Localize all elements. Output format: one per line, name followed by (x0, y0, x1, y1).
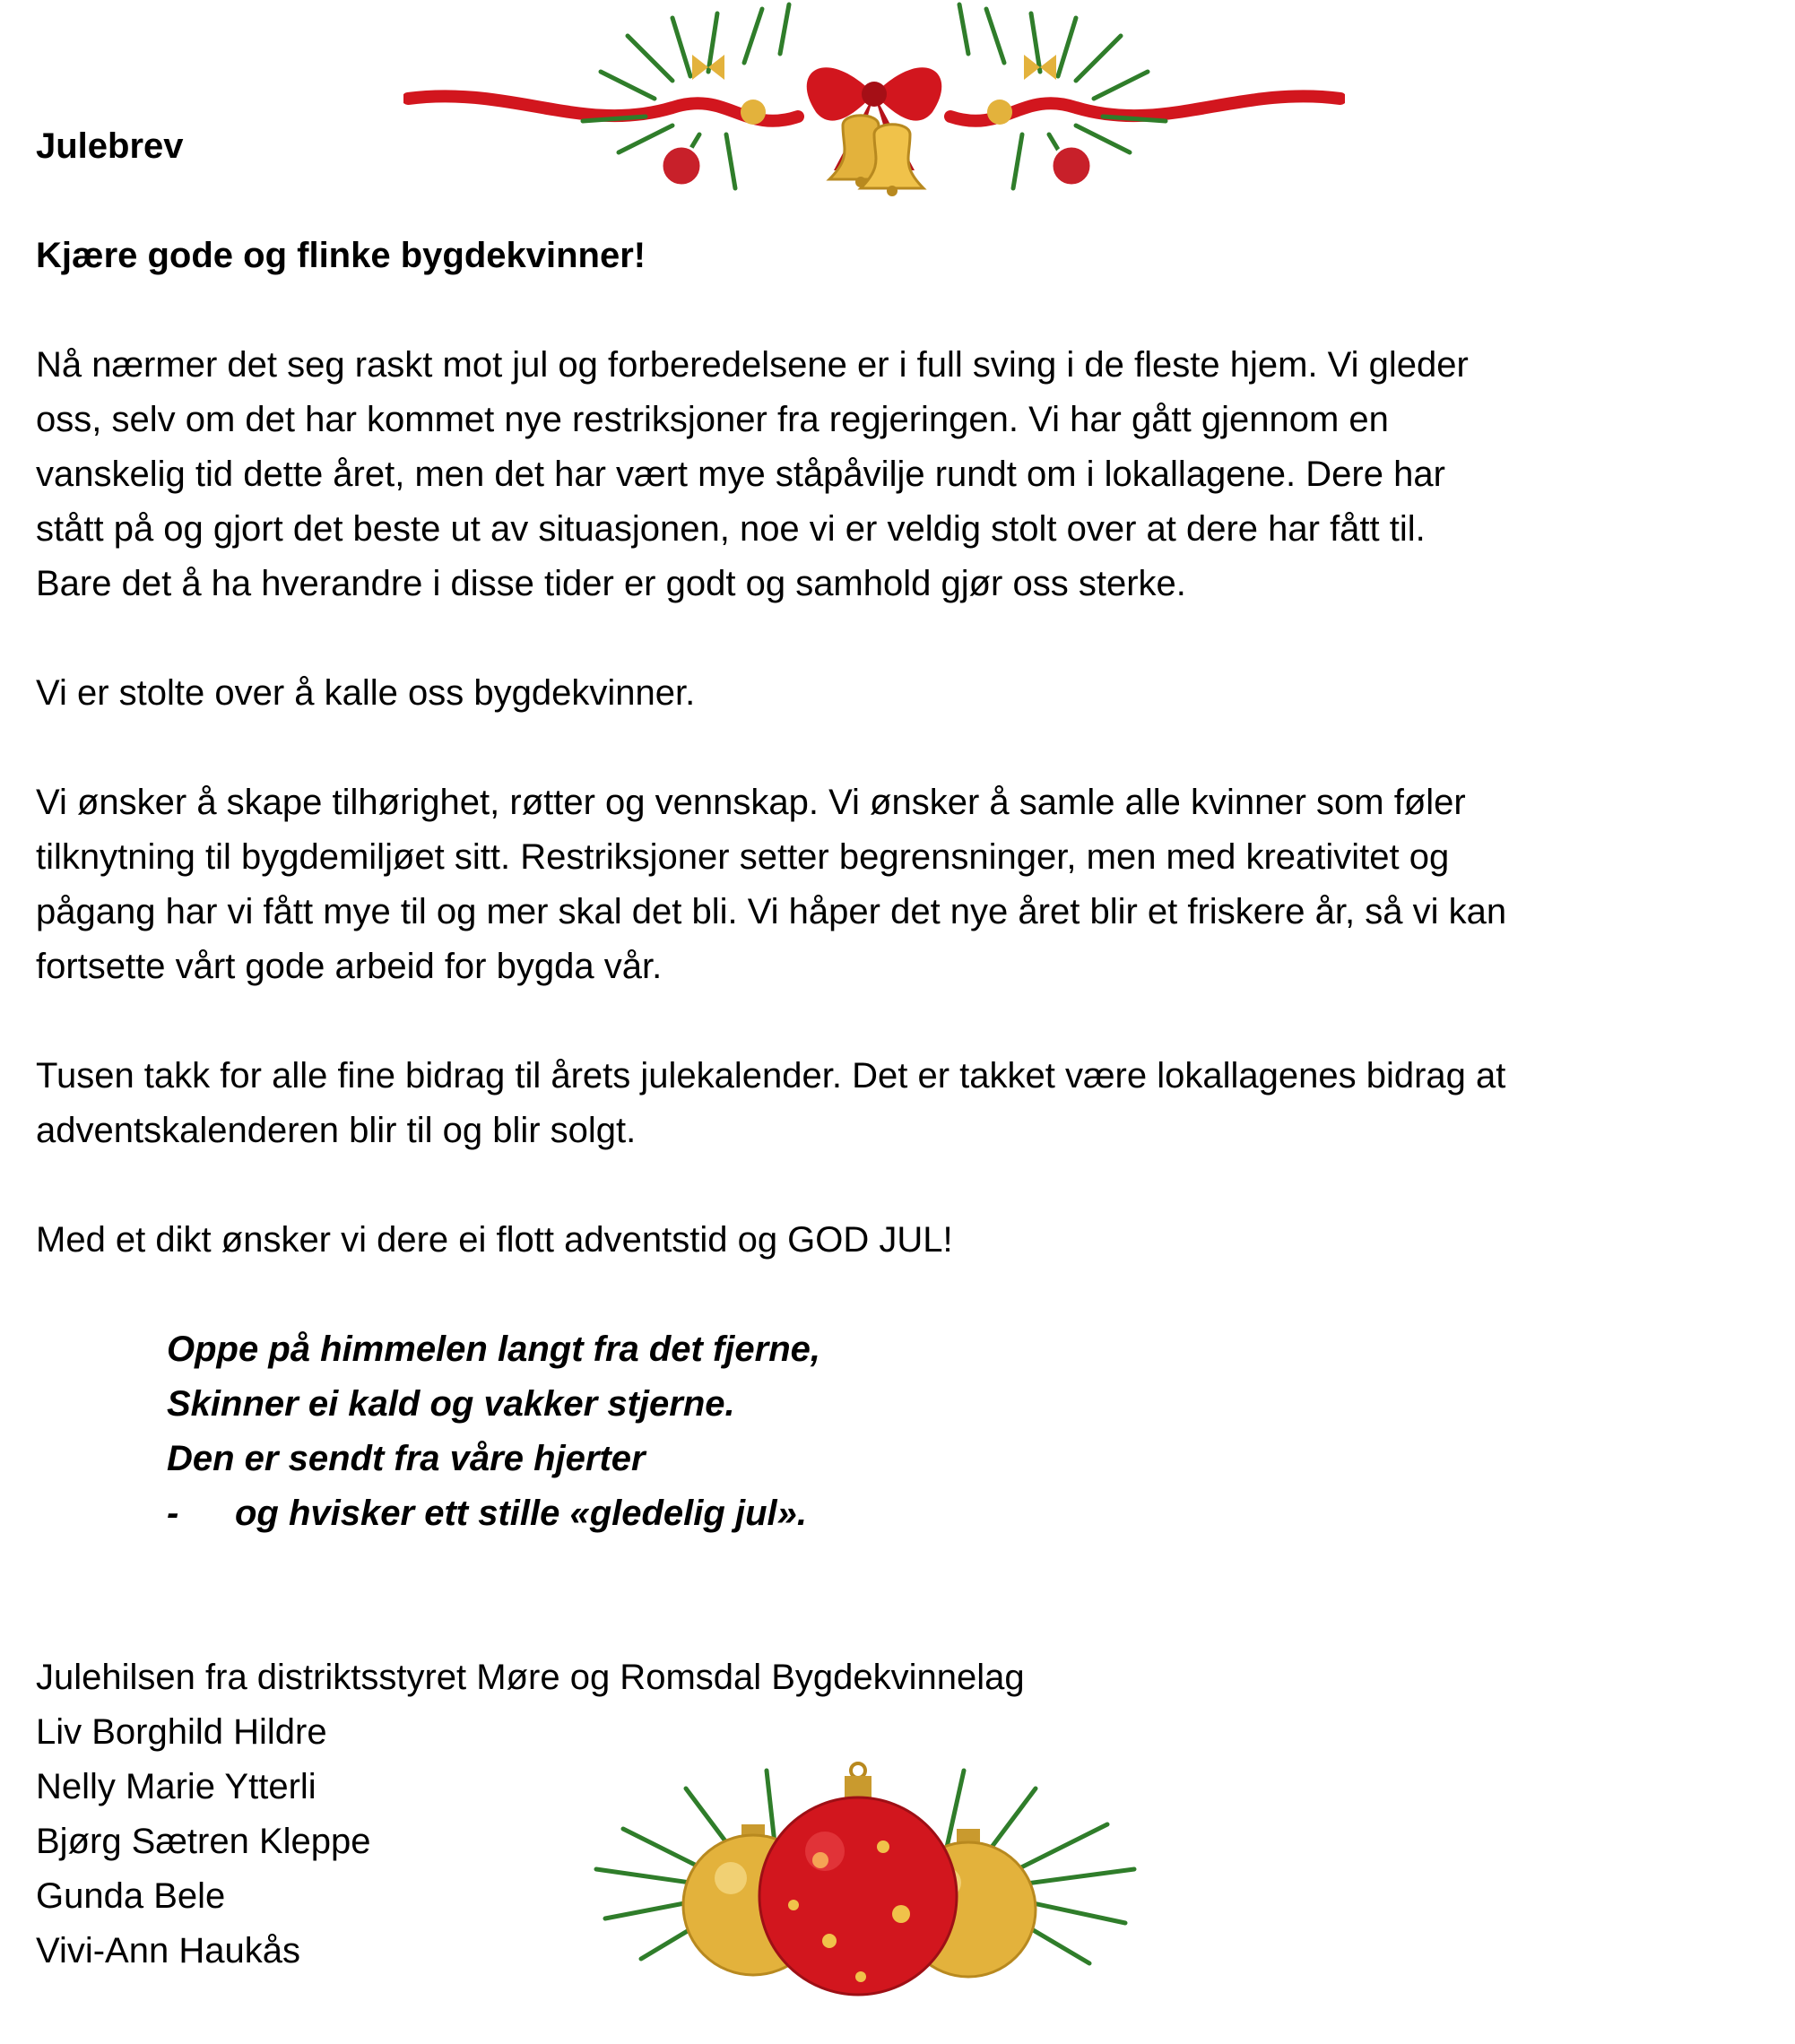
paragraph-line: stått på og gjort det beste ut av situasjonen, noe vi er veldig stolt over at dere har fått til. (36, 509, 1426, 549)
paragraph-line: Med et dikt ønsker vi dere ei flott adventstid og GOD JUL! (36, 1220, 953, 1260)
paragraph-line: pågang har vi fått mye til og mer skal det bli. Vi håper det nye året blir et friskere år, så vi kan (36, 892, 1507, 931)
signoff: Julehilsen fra distriktsstyret Møre og Romsdal Bygdekvinnelag (36, 1658, 1025, 1697)
signer-name: Vivi-Ann Haukås (36, 1931, 300, 1970)
signer-name: Gunda Bele (36, 1876, 226, 1916)
poem-line: Den er sendt fra våre hjerter (167, 1439, 646, 1478)
paragraph-line: Vi er stolte over å kalle oss bygdekvinner. (36, 673, 696, 713)
paragraph-line: Bare det å ha hverandre i disse tider er godt og samhold gjør oss sterke. (36, 564, 1186, 603)
greeting: Kjære gode og flinke bygdekvinner! (36, 236, 646, 275)
signer-name: Nelly Marie Ytterli (36, 1767, 317, 1806)
poem-line: Skinner ei kald og vakker stjerne. (167, 1384, 735, 1424)
christmas-baubles-icon (587, 1762, 1143, 2008)
paragraph-line: adventskalenderen blir til og blir solgt. (36, 1111, 637, 1150)
paragraph-line: oss, selv om det har kommet nye restriksjoner fra regjeringen. Vi har gått gjennom en (36, 400, 1389, 439)
paragraph-line: Nå nærmer det seg raskt mot jul og forberedelsene er i full sving i de fleste hjem. Vi gleder (36, 345, 1469, 385)
signer-name: Bjørg Sætren Kleppe (36, 1822, 371, 1861)
paragraph-line: Vi ønsker å skape tilhørighet, røtter og vennskap. Vi ønsker å samle alle kvinner som føler (36, 783, 1466, 822)
paragraph-line: Tusen takk for alle fine bidrag til årets julekalender. Det er takket være lokallagenes bidrag at (36, 1056, 1506, 1096)
letter-title: Julebrev (36, 126, 184, 166)
paragraph-line: tilknytning til bygdemiljøet sitt. Restriksjoner setter begrensninger, men med kreativitet og (36, 837, 1450, 877)
poem-line: Oppe på himmelen langt fra det fjerne, (167, 1329, 821, 1369)
paragraph-line: fortsette vårt gode arbeid for bygda vår. (36, 947, 663, 986)
garland-with-bells-icon (403, 0, 1345, 206)
paragraph-line: vanskelig tid dette året, men det har vært mye ståpåvilje rundt om i lokallagene. Dere har (36, 455, 1445, 494)
poem-line: og hvisker ett stille «gledelig jul». (235, 1494, 807, 1533)
signer-name: Liv Borghild Hildre (36, 1712, 327, 1752)
poem-dash: - (167, 1494, 179, 1533)
